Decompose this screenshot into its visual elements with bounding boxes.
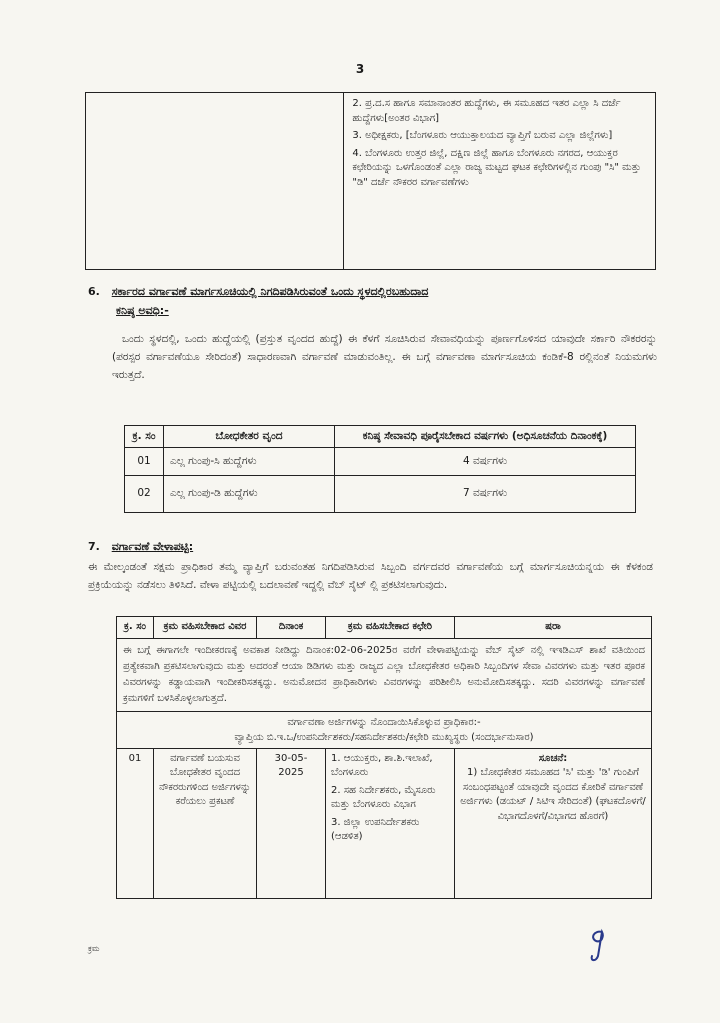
authority-line: ವ್ಯಾಪ್ತಿಯ ಬಿ.ಇ.ಒ/ಉಪನಿರ್ದೇಶಕರು/ಸಹನಿರ್ದೇಶಕರು/ಕಛೇರಿ ಮುಖ್ಯಸ್ಥರು (ಸಂದರ್ಭಾನುಸಾರ): [234, 731, 534, 743]
col-header-detail: ಕ್ರಮ ವಹಿಸಬೇಕಾದ ವಿವರ: [154, 617, 257, 639]
continuation-table: [85, 92, 656, 270]
col-header-remarks: ಷರಾ: [455, 617, 652, 639]
group-list-cell: [344, 93, 656, 270]
table-row: 01 ವರ್ಗಾವಣೆ ಬಯಸುವ ಬೋಧಕೇತರ ವೃಂದದ ನೌಕರರುಗಳಿಂದ ಅರ್ಜಿಗಳನ್ನು ಕರೆಯಲು ಪ್ರಕಟಣೆ 30-05-2025 1. ಆಯುಕ್ತರು, ಶಾ.ಶಿ.ಇಲಾಖೆ, ಬೆಂಗಳೂರು 2. ಸಹ ನಿರ್ದೇಶಕರು, ಮೈಸೂರು ಮತ್ತು ಬೆಂಗಳೂರು ವಿಭಾಗ 3. ಜಿಲ್ಲಾ ಉಪನಿರ್ದೇಶಕರು (ಆಡಳಿತ) ಸೂಚನೆ: 1) ಬೋಧಕೇತರ ಸಮೂಹದ 'ಸಿ' ಮತ್ತು 'ಡಿ' ಗುಂಪಿಗೆ ಸಂಬಂಧಪಟ್ಟಂತೆ ಯಾವುದೇ ವೃಂದದ ಕೋರಿಕೆ ವರ್ಗಾವಣೆ ಅರ್ಜಿಗಳು (ಡಯಟ್ / ಸಿಟಿಇ ಸೇರಿದಂತೆ) (ಘಟಕದೊಳಗೆ/ವಿಭಾಗದೊಳಗೆ/ವಿಭಾಗದ ಹೊರಗೆ): [117, 748, 652, 898]
section-title: ವರ್ಗಾವಣೆ ವೇಳಾಪಟ್ಟಿ:: [111, 540, 194, 553]
section-7-heading: 7. ವರ್ಗಾವಣೆ ವೇಳಾಪಟ್ಟಿ:: [88, 540, 194, 553]
section-6-heading: [88, 285, 668, 299]
page-number: 3: [355, 62, 365, 76]
section-6-heading-line2: ಕನಿಷ್ಠ ಅವಧಿ:-: [116, 304, 169, 317]
table-row: 01 ಎಲ್ಲ ಗುಂಪು-ಸಿ ಹುದ್ದೆಗಳು 4 ವರ್ಷಗಳು: [125, 448, 636, 476]
list-item: 3. ಅಧೀಕ್ಷಕರು, [ಬೆಂಗಳೂರು ಆಯುಕ್ತಾಲಯದ ವ್ಯಾಪ್ತಿಗೆ ಬರುವ ಎಲ್ಲಾ ಜಿಲ್ಲೆಗಳು]: [352, 130, 613, 141]
section-title: ಸರ್ಕಾರದ ವರ್ಗಾವಣೆ ಮಾರ್ಗಸೂಚಿಯಲ್ಲಿ ನಿಗದಿಪಡಿಸಿರುವಂತೆ ಒಂದು ಸ್ಥಳದಲ್ಲಿರಬಹುದಾದ: [111, 285, 429, 298]
transfer-schedule-table: [116, 616, 652, 899]
authority-cell: [117, 711, 652, 748]
authority-line: ವರ್ಗಾವಣಾ ಅರ್ಜಿಗಳನ್ನು ನೊಂದಾಯಿಸಿಕೊಳ್ಳುವ ಪ್ರಾಧಿಕಾರ:-: [287, 716, 481, 728]
table-row: 02 ಎಲ್ಲ ಗುಂಪು-ಡಿ ಹುದ್ದೆಗಳು 7 ವರ್ಷಗಳು: [125, 476, 636, 512]
notice-text: ಈ ಬಗ್ಗೆ ಈಗಾಗಲೇ ಇಂದೀಕರಣಕ್ಕೆ ಅವಕಾಶ ನೀಡಿದ್ದು ದಿನಾಂಕ:02-06-2025ರ ವರೆಗೆ ವೇಳಾಪಟ್ಟಿಯನ್ನು ವೆಬ್ ಸೈಟ್ ನಲ್ಲಿ ಇಇಡಿಎಸ್ ಶಾಖೆ ವತಿಯಿಂದ ಪ್ರತ್ಯೇಕವಾಗಿ ಪ್ರಕಟಿಸಲಾಗುವುದು ಮತ್ತು ಅದರಂತೆ ಆಯಾ ಡಿಡಿಗಳು ಮತ್ತು ರಾಜ್ಯದ ಎಲ್ಲಾ ಬೋಧಕೇತರ ಅಧಿಕಾರಿ ಸಿಬ್ಬಂದಿಗಳ ಸೇವಾ ವಿವರಗಳು ಮತ್ತು ಇತರ ಪೂರಕ ವಿವರಗಳನ್ನು ಕಡ್ಡಾಯವಾಗಿ ಇಂದೀಕರಿಸತಕ್ಕದ್ದು. ಅನುಮೋದನ ಪ್ರಾಧಿಕಾರಿಗಳು ವಿವರಗಳನ್ನು ಪರಿಶೀಲಿಸಿ ಅನುಮೋದಿಸತಕ್ಕದ್ದು. ಸದರಿ ವಿವರಗಳನ್ನು ವರ್ಗಾವಣೆ ಕ್ರಮಗಳಿಗೆ ಬಳಸಿಕೊಳ್ಳಲಾಗುತ್ತದೆ.: [117, 638, 652, 711]
col-header-cadre: ಬೋಧಕೇತರ ವೃಂದ: [164, 426, 335, 448]
signature-mark: [586, 928, 612, 964]
section-number: 6.: [88, 285, 100, 298]
col-header-sl: ಕ್ರ. ಸಂ: [125, 426, 164, 448]
office-list: 1. ಆಯುಕ್ತರು, ಶಾ.ಶಿ.ಇಲಾಖೆ, ಬೆಂಗಳೂರು 2. ಸಹ ನಿರ್ದೇಶಕರು, ಮೈಸೂರು ಮತ್ತು ಬೆಂಗಳೂರು ವಿಭಾಗ 3. ಜಿಲ್ಲಾ ಉಪನಿರ್ದೇಶಕರು (ಆಡಳಿತ): [326, 748, 455, 898]
minimum-service-table: [124, 425, 636, 513]
list-item: 4. ಬೆಂಗಳೂರು ಉತ್ತರ ಜಿಲ್ಲೆ, ದಕ್ಷಿಣ ಜಿಲ್ಲೆ ಹಾಗೂ ಬೆಂಗಳೂರು ನಗರದ, ಆಯುಕ್ತರ ಕಛೇರಿಯನ್ನು ಒಳಗೊಂಡಂತೆ ಎಲ್ಲಾ ರಾಜ್ಯ ಮಟ್ಟದ ಘಟಕ ಕಛೇರಿಗಳಲ್ಲಿನ ಗುಂಪು "ಸಿ" ಮತ್ತು "ಡಿ" ದರ್ಜೆ ನೌಕರರ ವರ್ಗಾವಣೆಗಳು: [352, 147, 642, 188]
col-header-sl: ಕ್ರ. ಸಂ: [117, 617, 154, 639]
list-item: 2. ಪ್ರ.ದ.ಸ ಹಾಗೂ ಸಮಾನಾಂತರ ಹುದ್ದೆಗಳು, ಈ ಸಮೂಹದ ಇತರ ಎಲ್ಲಾ ಸಿ ದರ್ಜೆ ಹುದ್ದೆಗಳು[ಅಂತರ ವಿಭಾಗ]: [352, 98, 621, 124]
col-header-office: ಕ್ರಮ ವಹಿಸಬೇಕಾದ ಕಛೇರಿ: [326, 617, 455, 639]
footer-mark: ಕ್ರಮ: [88, 944, 100, 953]
col-header-years: ಕನಿಷ್ಠ ಸೇವಾವಧಿ ಪೂರೈಸಬೇಕಾದ ವರ್ಷಗಳು (ಅಧಿಸೂಚನೆಯ ದಿನಾಂಕಕ್ಕೆ): [335, 426, 636, 448]
section-6-paragraph: ಒಂದು ಸ್ಥಳದಲ್ಲಿ, ಒಂದು ಹುದ್ದೆಯಲ್ಲಿ (ಪ್ರಸ್ತುತ ವೃಂದದ ಹುದ್ದೆ) ಈ ಕೆಳಗೆ ಸೂಚಿಸಿರುವ ಸೇವಾವಧಿಯನ್ನು ಪೂರ್ಣಗೊಳಿಸದ ಯಾವುದೇ ಸರ್ಕಾರಿ ನೌಕರರನ್ನು (ಪರಸ್ಪರ ವರ್ಗಾವಣೆಯೂ ಸೇರಿದಂತೆ) ಸಾಧಾರಣವಾಗಿ ವರ್ಗಾವಣೆ ಮಾಡುವಂತಿಲ್ಲ. ಈ ಬಗ್ಗೆ ವರ್ಗಾವಣಾ ಮಾರ್ಗಸೂಚಿಯ ಕಂಡಿಕೆ-8 ರಲ್ಲಿನಂತೆ ನಿಯಮಗಳು ಇರುತ್ತದೆ.: [112, 333, 657, 381]
section-7-paragraph: ಈ ಮೇಲ್ಕಂಡಂತೆ ಸಕ್ಷಮ ಪ್ರಾಧಿಕಾರ ತಮ್ಮ ವ್ಯಾಪ್ತಿಗೆ ಬರುವಂತಹ ನಿಗದಿಪಡಿಸಿರುವ ಸಿಬ್ಬಂದಿ ವರ್ಗದವರ ವರ್ಗಾವಣೆಯ ಬಗ್ಗೆ ಮಾರ್ಗಸೂಚಿಯನ್ನಯ ಈ ಕೆಳಕಂಡ ಪ್ರಕ್ರಿಯೆಯನ್ನು ನಡೆಸಲು ತಿಳಿಸಿದೆ. ವೇಳಾ ಪಟ್ಟಿಯಲ್ಲಿ ಬದಲಾವಣೆ ಇದ್ದಲ್ಲಿ ವೆಬ್ ಸೈಟ್ ಲ್ಲಿ ಪ್ರಕಟಿಸಲಾಗುವುದು.: [88, 561, 653, 591]
remarks-cell: ಸೂಚನೆ: 1) ಬೋಧಕೇತರ ಸಮೂಹದ 'ಸಿ' ಮತ್ತು 'ಡಿ' ಗುಂಪಿಗೆ ಸಂಬಂಧಪಟ್ಟಂತೆ ಯಾವುದೇ ವೃಂದದ ಕೋರಿಕೆ ವರ್ಗಾವಣೆ ಅರ್ಜಿಗಳು (ಡಯಟ್ / ಸಿಟಿಇ ಸೇರಿದಂತೆ) (ಘಟಕದೊಳಗೆ/ವಿಭಾಗದೊಳಗೆ/ವಿಭಾಗದ ಹೊರಗೆ): [455, 748, 652, 898]
empty-cell: [86, 93, 344, 270]
col-header-date: ದಿನಾಂಕ: [257, 617, 326, 639]
